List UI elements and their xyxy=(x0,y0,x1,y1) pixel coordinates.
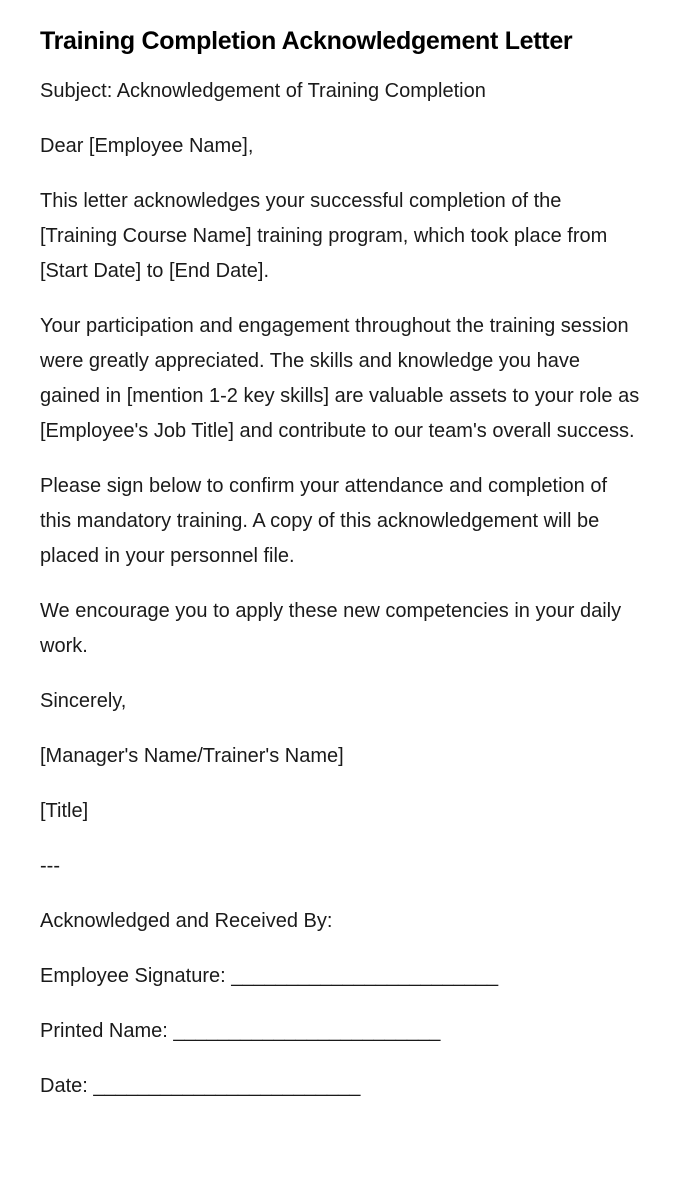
signer-title: [Title] xyxy=(40,800,89,822)
greeting: Dear [Employee Name], xyxy=(40,135,254,157)
body-paragraph-4: We encourage you to apply these new competencies in your daily work. xyxy=(40,600,622,657)
date-line: Date: ________________________ xyxy=(40,1075,361,1097)
subject-line: Subject: Acknowledgement of Training Completion xyxy=(40,80,486,102)
letter-title: Training Completion Acknowledgement Letter xyxy=(40,27,573,55)
acknowledged-heading: Acknowledged and Received By: xyxy=(40,910,333,932)
signer-name: [Manager's Name/Trainer's Name] xyxy=(40,745,344,767)
separator: --- xyxy=(40,855,60,877)
employee-signature-line: Employee Signature: ________________________ xyxy=(40,965,499,987)
body-paragraph-3: Please sign below to confirm your attendance and completion of this mandatory training. A copy of this acknowledgement will be placed in your personnel file. xyxy=(40,475,608,567)
body-paragraph-1: This letter acknowledges your successful completion of the [Training Course Name] training program, which took place from [Start Date] to [End Date]. xyxy=(40,190,608,282)
printed-name-line: Printed Name: ________________________ xyxy=(40,1020,441,1042)
body-paragraph-2: Your participation and engagement throughout the training session were greatly appreciated. The skills and knowledge you have gained in [mention 1-2 key skills] are valuable assets to your role as [Employee's Job Title] and contribute to our team's overall success. xyxy=(40,315,640,442)
closing: Sincerely, xyxy=(40,690,127,712)
